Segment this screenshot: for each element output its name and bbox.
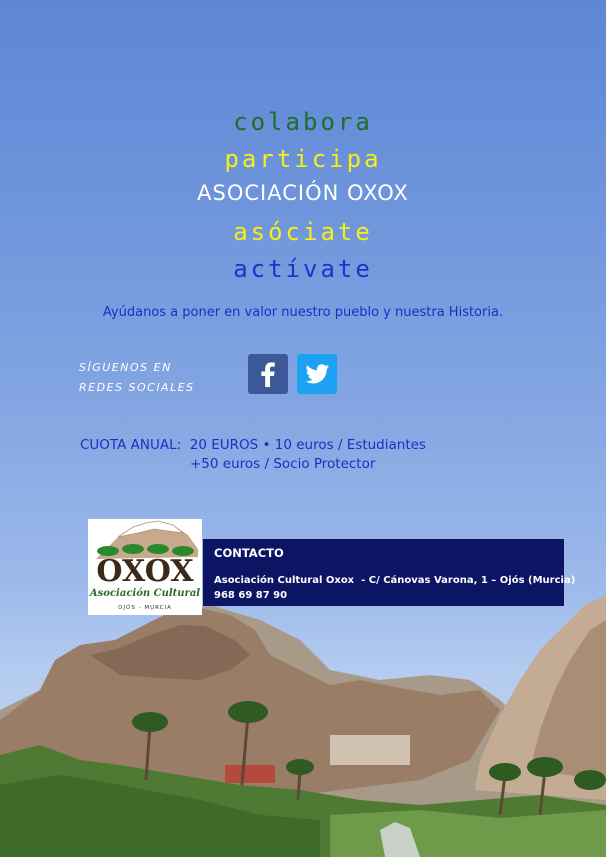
slogan-asociacion: ASOCIACIÓN OXOX	[197, 181, 409, 205]
logo-wordmark: OXOX	[96, 554, 194, 589]
contact-address: Asociación Cultural Oxox - C/ Cánovas Varona, 1 – Ojós (Murcia)	[214, 575, 576, 586]
logo-place: OJÓS - MURCIA	[118, 605, 172, 611]
logo-subtitle: Asociación Cultural	[89, 588, 201, 599]
follow-us-label	[79, 358, 195, 398]
follow-line-2: REDES SOCIALES	[79, 381, 195, 394]
twitter-icon[interactable]	[297, 354, 337, 394]
slogan-activate: actívate	[233, 255, 373, 283]
facebook-icon[interactable]	[248, 354, 288, 394]
slogan-participa: participa	[224, 145, 382, 173]
tagline: Ayúdanos a poner en valor nuestro pueblo y nuestra Historia.	[102, 305, 504, 320]
annual-fee-line-2: +50 euros / Socio Protector	[190, 456, 376, 472]
oxox-logo	[88, 519, 202, 615]
annual-fee	[80, 436, 426, 474]
contact-title: CONTACTO	[214, 546, 284, 560]
annual-fee-line-1: CUOTA ANUAL: 20 EUROS • 10 euros / Estudiantes	[80, 437, 426, 453]
contact-phone[interactable]: 968 69 87 90	[214, 590, 288, 601]
contact-box	[203, 539, 576, 606]
slogan-colabora: colabora	[233, 108, 373, 136]
slogan-asociate: asóciate	[233, 218, 373, 246]
follow-line-1: SÍGUENOS EN	[79, 361, 172, 374]
